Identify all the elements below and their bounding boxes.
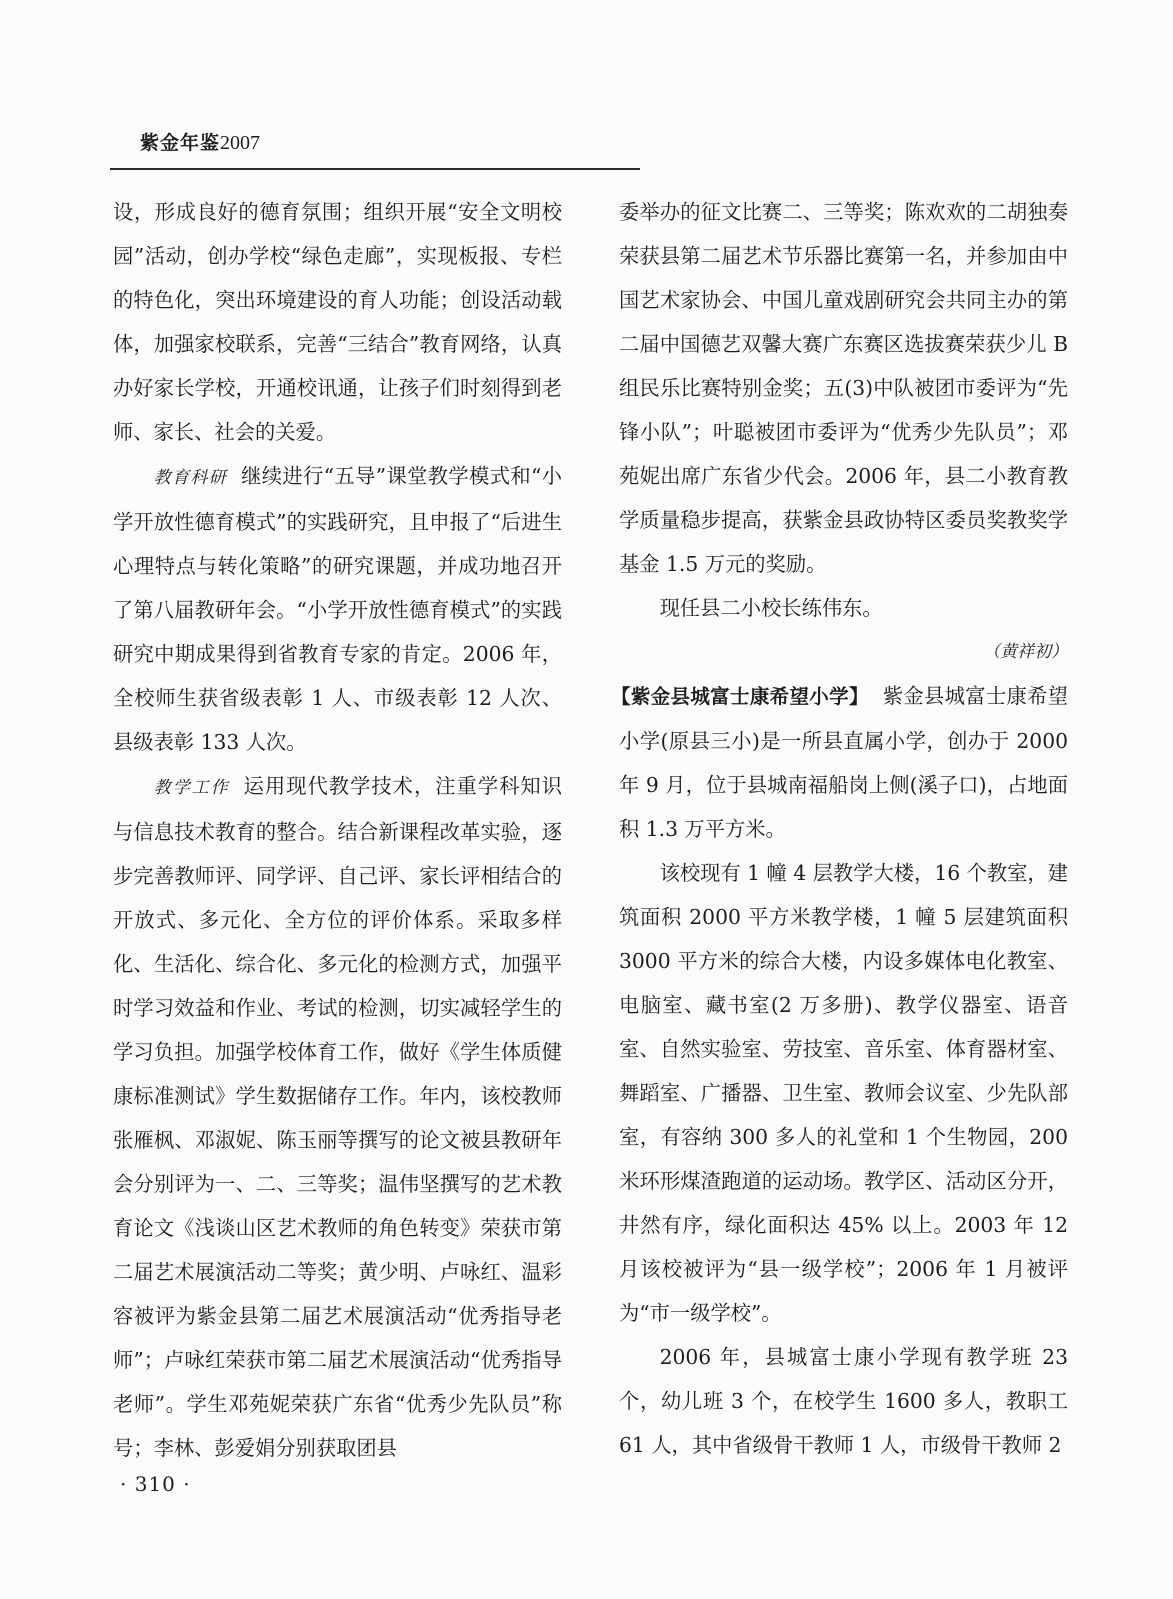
right-column [611, 190, 1068, 1467]
yearbook-year: 2007 [220, 132, 261, 154]
entry-title: 【紫金县城富士康希望小学】 [611, 685, 869, 708]
section-lead-teaching-work: 教学工作 [153, 778, 230, 798]
paragraph-education-research [113, 454, 562, 764]
paragraph-facilities: 该校现有 1 幢 4 层教学大楼，16 个教室，建筑面积 2000 平方米教学楼，1 幢 5 层建筑面积 3000 平方米的综合大楼，内设多媒体电化教室、电脑室、藏书室(2 万多册)、教学仪器室、语音室、自然实验室、劳技室、音乐室、体育器材室、舞蹈室、广播器、卫生室、教师会议室、少先队部室，有容纳 300 多人的礼堂和 1 个生物园，200 米环形煤渣跑道的运动场。教学区、活动区分开，井然有序，绿化面积达 45% 以上。2003 年 12 月该校被评为“县一级学校”；2006 年 1 月被评为“市一级学校”。 [619, 861, 1068, 1325]
paragraph-text: 继续进行“五导”课堂教学模式和“小学开放性德育模式”的实践研究，且申报了“后进生心理特点与转化策略”的研究课题，并成功地召开了第八届教研年会。“小学开放性德育模式”的实践研究中期成果得到省教育专家的肯定。2006 年，全校师生获省级表彰 1 人、市级表彰 12 人次、县级表彰 133 人次。 [113, 464, 563, 754]
paragraph-staff-students: 2006 年，县城富士康小学现有教学班 23 个，幼儿班 3 个，在校学生 1600 多人，教职工 61 人，其中省级骨干教师 1 人，市级骨干教师 2 [619, 1345, 1068, 1457]
paragraph-text: 紫金县城富士康希望小学(原县三小)是一所县直属小学，创办于 2000 年 9 月，位于县城南福船岗上侧(溪子口)，占地面积 1.3 万平方米。 [619, 684, 1068, 841]
running-header [110, 120, 640, 170]
paragraph-teaching-work [113, 764, 562, 1470]
paragraph-awards-continued: 委举办的征文比赛二、三等奖；陈欢欢的二胡独奏荣获县第二届艺术节乐器比赛第一名，并参加由中国艺术家协会、中国儿童戏剧研究会共同主办的第二届中国德艺双馨大赛广东赛区选拔赛荣获少儿 B 组民乐比赛特别金奖；五(3)中队被团市委评为“先锋小队”；叶聪被团市委评为“优秀少先队员”；邓苑妮出席广东省少代会。2006 年，县二小教育教学质量稳步提高，获紫金县政协特区委员奖教奖学基金 1.5 万元的奖励。 [619, 200, 1068, 576]
paragraph-moral-education: 设，形成良好的德育氛围；组织开展“安全文明校园”活动，创办学校“绿色走廊”，实现板报、专栏的特色化，突出环境建设的育人功能；创设活动载体，加强家校联系，完善“三结合”教育网络，认真办好家长学校，开通校讯通，让孩子们时刻得到老师、家长、社会的关爱。 [113, 200, 562, 444]
page-number: · 310 · [120, 1472, 191, 1496]
author-credit: （黄祥初） [983, 642, 1068, 662]
entry-foxconn-hope-school [611, 674, 1068, 851]
paragraph-principal: 现任县二小校长练伟东。 [659, 596, 883, 620]
paragraph-text: 运用现代教学技术，注重学科知识与信息技术教育的整合。结合新课程改革实验，逐步完善教师评、同学评、自己评、家长评相结合的开放式、多元化、全方位的评价体系。采取多样化、生活化、综合化、多元化的检测方式，加强平时学习效益和作业、考试的检测，切实减轻学生的学习负担。加强学校体育工作，做好《学生体质健康标准测试》学生数据储存工作。年内，该校教师张雁枫、邓淑妮、陈玉丽等撰写的论文被县教研年会分别评为一、二、三等奖；温伟坚撰写的艺术教育论文《浅谈山区艺术教师的角色转变》荣获市第二届艺术展演活动二等奖；黄少明、卢咏红、温彩容被评为紫金县第二届艺术展演活动“优秀指导老师”；卢咏红荣获市第二届艺术展演活动“优秀指导老师”。学生邓苑妮荣获广东省“优秀少先队员”称号；李林、彭爱娟分别获取团县 [113, 774, 562, 1460]
section-lead-education-research: 教育科研 [153, 468, 228, 488]
left-column [113, 190, 562, 1470]
yearbook-title [140, 128, 260, 155]
yearbook-name: 紫金年鉴 [140, 132, 221, 154]
